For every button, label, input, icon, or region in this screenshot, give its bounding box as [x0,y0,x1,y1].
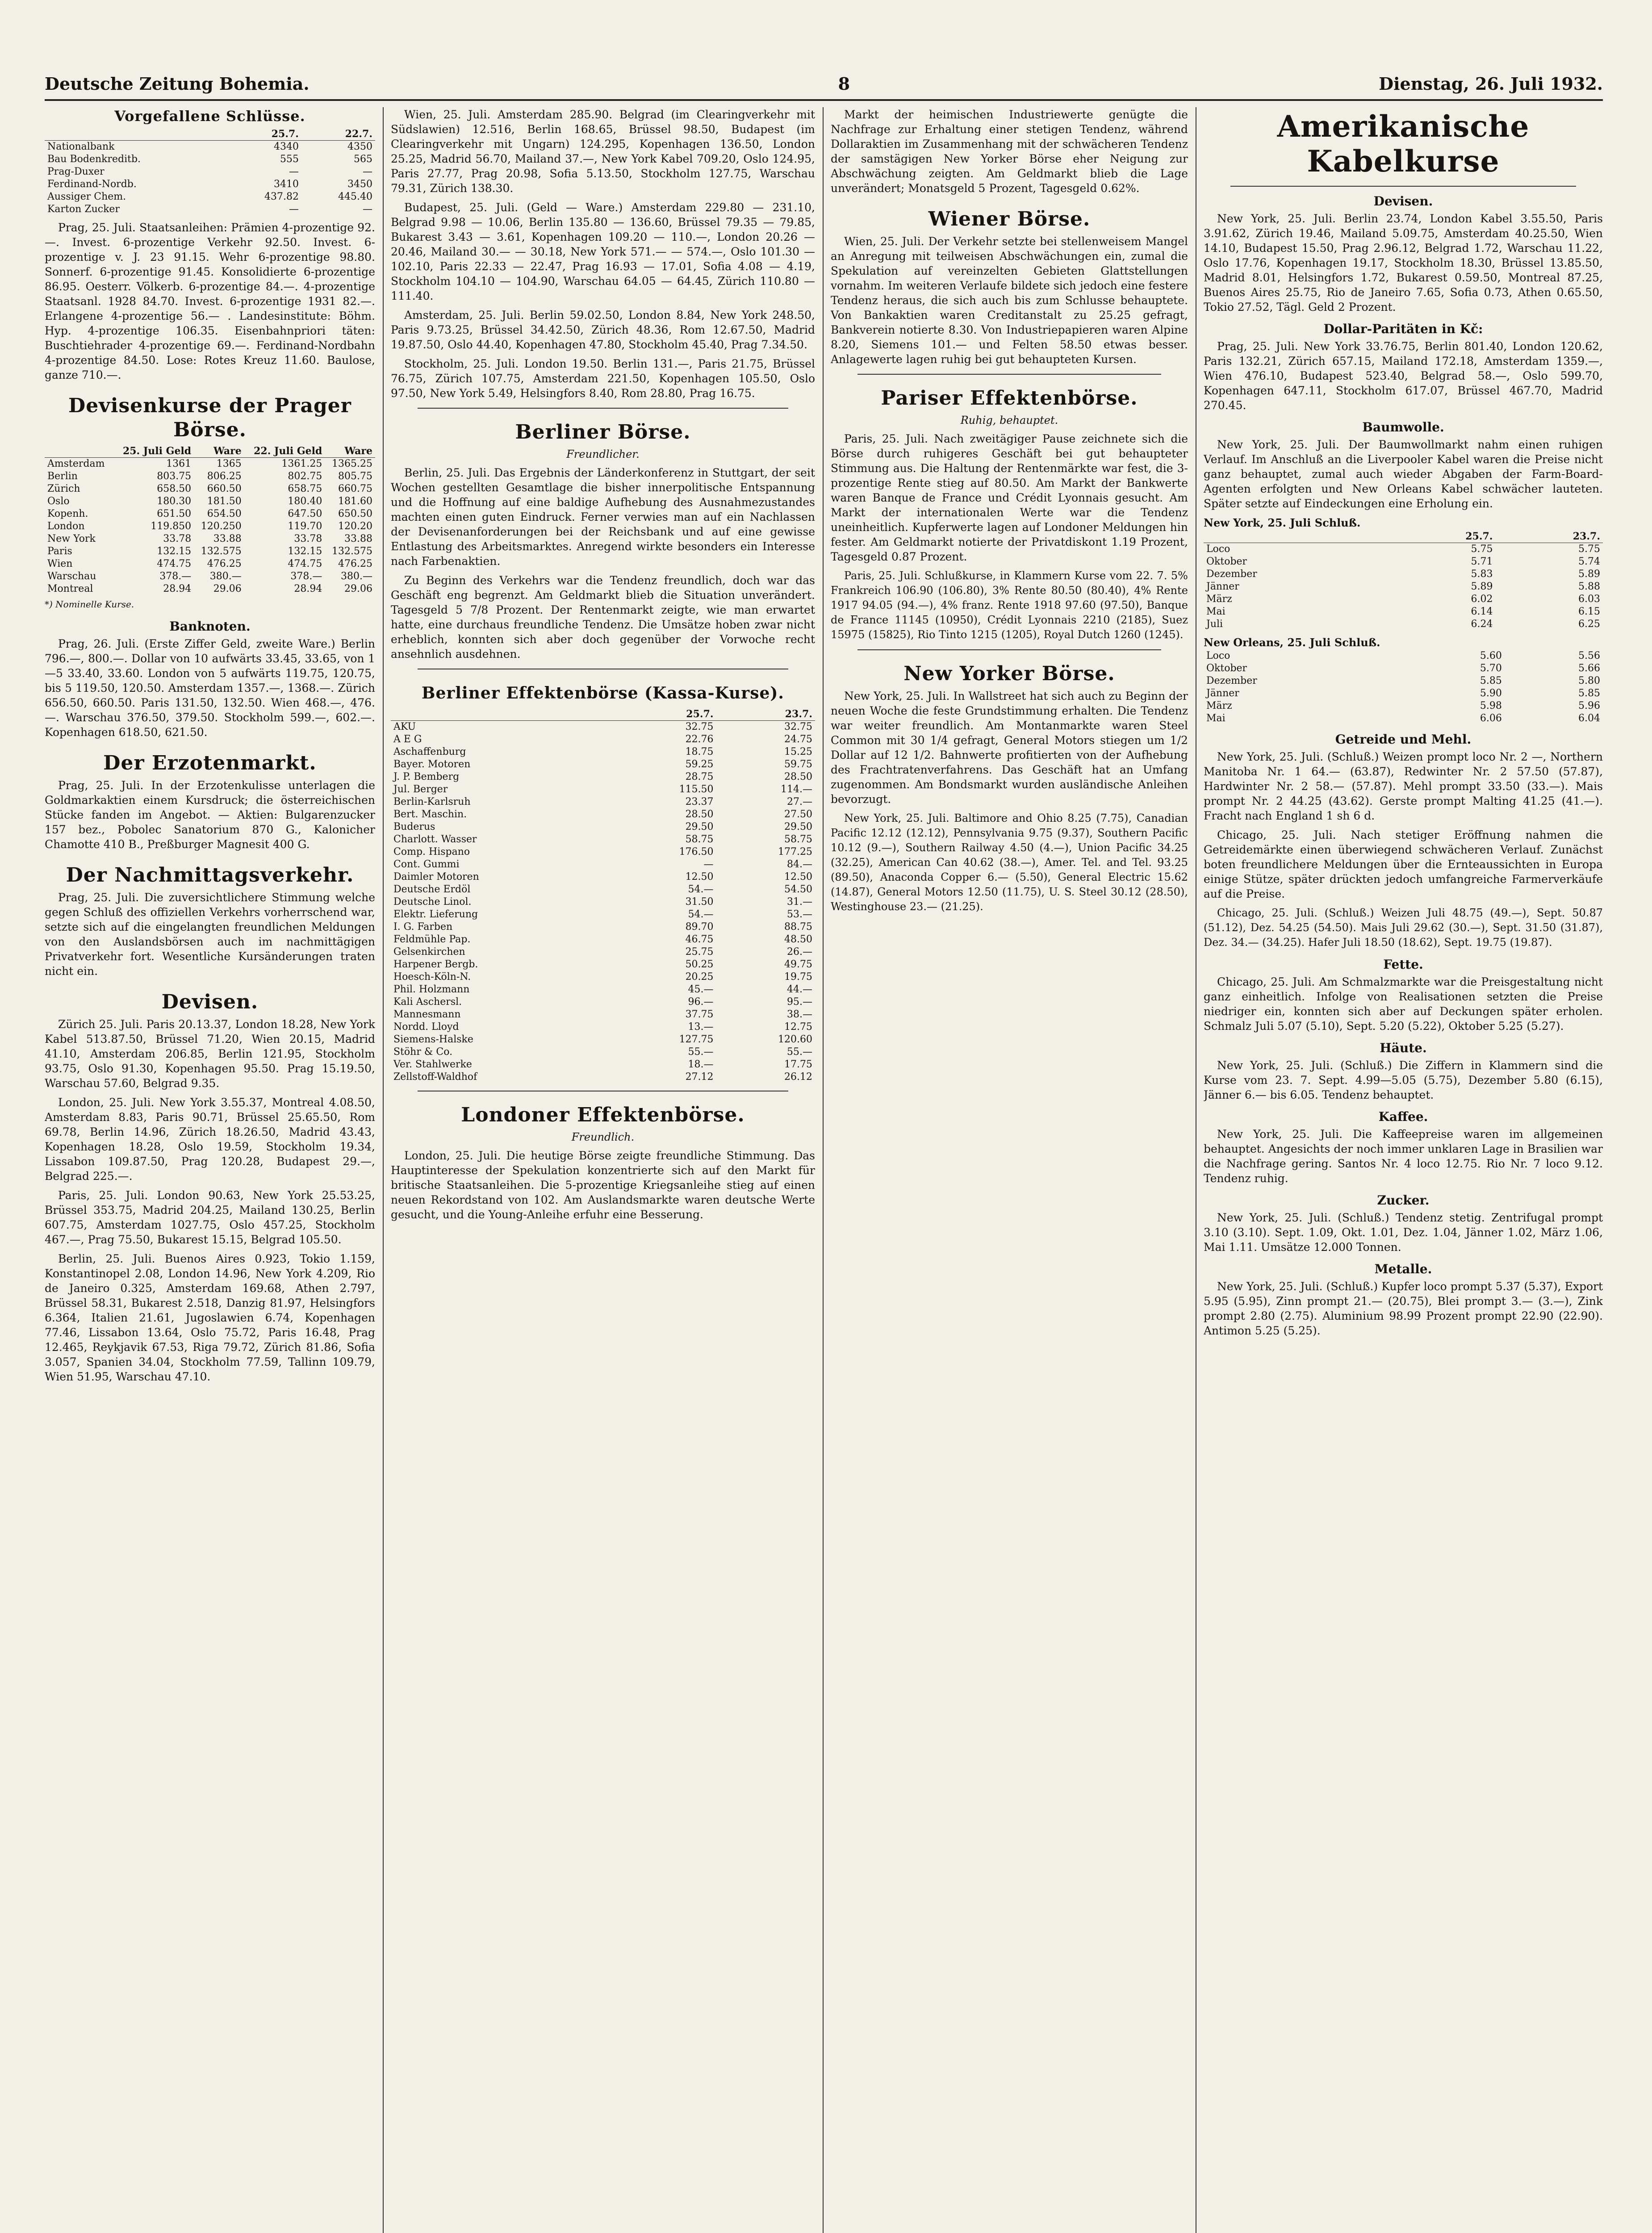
table-row: Prag-Duxer — — [47,166,372,177]
divider [1230,186,1576,187]
page-header [45,67,1603,94]
devisen-london-text: London, 25. Juli. New York 3.55.37, Montreal 4.08.50, Amsterdam 8.83, Paris 90.71, Brüssel 25.65.50, Rom 69.78, Berlin 14.96, Zürich 18.26.50, Madrid 43.43, Kopenhagen 18.28, Oslo 19.59, Stockholm 19.34, Lissabon 109.87.50, Prag 120.28, Budapest 29.—, Belgrad 225.—. [45,1096,375,1183]
amsterdam-devisen-text: Amsterdam, 25. Juli. Berlin 59.02.50, London 8.84, New York 248.50, Paris 9.73.25, Brüssel 34.42.50, Zürich 48.36, Rom 12.67.50, Madrid 19.87.50, Oslo 44.40, Kopenhagen 47.80, Stockholm 45.40, Prag 7.34.50. [391,309,815,351]
pariser-boerse-subtitle: Ruhig, behauptet. [960,414,1058,427]
fette-heading: Fette. [1383,957,1423,972]
column-1 [45,107,375,2233]
table-row: Oslo 180.30 181.50 180.40 181.60 [47,496,372,507]
kabel-devisen-text: New York, 25. Juli. Berlin 23.74, London Kabel 3.55.50, Paris 3.91.62, Zürich 19.46, Mailand 5.09.75, Amsterdam 40.25.50, Wien 14.10, Budapest 15.50, Prag 2.96.12, Belgrad 1.72, Warschau 11.22, Oslo 17.76, Kopenhagen 19.17, Stockholm 18.30, Brüssel 13.85.50, Madrid 8.01, Helsingfors 1.72, Bukarest 0.59.50, Montreal 87.25, Buenos Aires 25.75, Rio de Janeiro 7.65, Sofia 0.73, Athen 0.65.50, Tokio 27.52, Tägl. Geld 2 Prozent. [1204,212,1603,314]
table-row: Bayer. Motoren 59.25 59.75 [393,759,812,770]
table-row: Dezember 5.83 5.89 [1206,569,1600,580]
table-row: Mannesmann 37.75 38.— [393,1009,812,1020]
table-row: Amsterdam 1361 1365 1361.25 1365.25 [47,458,372,469]
table-row: Zürich 658.50 660.50 658.75 660.75 [47,483,372,494]
nachmittagsverkehr-text: Prag, 25. Juli. Die zuversichtlichere Stimmung welche gegen Schluß des offiziellen Verkehrs vorherrschend war, setzte sich auf die eingelangten freundlichen Meldungen von den Auslandsbörsen auch im nachmittägigen Privatverkehr fort. Wesentliche Kursänderungen traten nicht ein. [45,891,375,978]
table-row: New York 33.78 33.88 33.78 33.88 [47,533,372,544]
table-row: Comp. Hispano 176.50 177.25 [393,846,812,857]
kabelkurse-title: Amerikanische Kabelkurse [1277,109,1530,179]
erzotenmarkt-title: Der Erzotenmarkt. [103,752,317,774]
table-row: März 5.98 5.96 [1206,700,1600,711]
pariser-boerse-title: Pariser Effektenbörse. [881,387,1138,410]
kassa-kurse-table: 25.7. 23.7. AKU 32.75 32.75 A E G 22.76 24.75 Aschaffenburg 18.75 15.25 Bayer. Motoren 59.25 59.75 J. P. Bemberg 28.75 28.50 Jul. Berger 115.50 114.— Berlin-Karlsruh 23.37 27.— Bert. Maschin. 28.50 27.50 Buderus 29.50 29.50 Charlott. Wasser 58.75 58.75 Comp. Hispano 176.50 177.25 Cont. Gummi — 84.— Daimler Motoren 12.50 12.50 Deutsche Erdöl 54.— 54.50 Deutsche Linol. 31.50 31.— Elektr. Lieferung 54.— 53.— I. G. Farben 89.70 88.75 Feldmühle Pap. 46.75 48.50 Gelsenkirchen 25.75 26.— Harpener Bergb. 50.25 49.75 Hoesch-Köln-N. 20.25 19.75 Phil. Holzmann 45.— 44.— Kali Aschersl. 96.— 95.— Mannesmann 37.75 38.— Nordd. Lloyd 13.— 12.75 Siemens-Halske 127.75 120.60 Stöhr & Co. 55.— 55.— Ver. Stahlwerke 18.— 17.75 Zellstoff-Waldhof 27.12 26.12 [391,708,815,1083]
table-row: Kopenh. 651.50 654.50 647.50 650.50 [47,508,372,519]
table-row: Berlin 803.75 806.25 802.75 805.75 [47,471,372,482]
berliner-boerse-text-1: Berlin, 25. Juli. Das Ergebnis der Länderkonferenz in Stuttgart, der seit Wochen gestellten Gesamtlage die bisher innerpolitische Entspannung und die Hoffnung auf eine baldige Aufhebung des Ausnahmezustandes machten einen guten Eindruck. Ferner verwies man auf ein Nachlassen der Devisenanforderungen bei der Reichsbank und auf eine gewisse Entlastung des Arbeitsmarktes. Anregend wirkte besonders ein Interesse nach Farbenaktien. [391,466,815,568]
metalle-text: New York, 25. Juli. (Schluß.) Kupfer loco prompt 5.37 (5.37), Export 5.95 (5.95), Zinn prompt 21.— (20.75), Blei prompt 3.— (3.—), Zink prompt 2.80 (2.75). Aluminium 98.99 Prozent prompt 22.90 (22.90). Antimon 5.25 (5.25). [1204,1280,1603,1337]
table-row: Aschaffenburg 18.75 15.25 [393,746,812,757]
table-row: London 119.850 120.250 119.70 120.20 [47,521,372,532]
table-row: Jänner 5.89 5.88 [1206,581,1600,592]
table-row: Charlott. Wasser 58.75 58.75 [393,834,812,845]
wiener-boerse-title: Wiener Börse. [928,208,1091,230]
zucker-heading: Zucker. [1377,1193,1430,1208]
kabel-devisen-heading: Devisen. [1373,194,1433,209]
new-yorker-boerse-text: New York, 25. Juli. In Wallstreet hat sich auch zu Beginn der neuen Woche die feste Grundstimmung erhalten. Die Tendenz war weiter freundlich. Am Montanmarkte waren Steel Common mit 30 1/4 gefragt, General Motors stiegen um 1/2 Dollar auf 12 1/2. Bahnwerte profitierten von der Aufhebung des Frachtratenverfahrens. Das Geschäft hat an Umfang zugenommen. Am Bondsmarkt wurden ausländische Anleihen bevorzugt. [831,690,1188,806]
getreide-text: New York, 25. Juli. (Schluß.) Weizen prompt loco Nr. 2 —, Northern Manitoba Nr. 1 64.— (63.87), Redwinter Nr. 2 57.50 (57.87), Hardwinter Nr. 2 58.— (57.87). Mehl prompt 33.50 (33.—). Mais prompt Nr. 2 44.25 (43.62). Gerste prompt Malting 41.25 (41.—). Fracht nach England 1 sh 6 d. [1204,750,1603,822]
market-intro-text: Markt der heimischen Industriewerte genügte die Nachfrage zur Erhaltung einer stetigen Tendenz, während Dollaraktien im Zusammenhang mit der schwächeren Tendenz der samstägigen New Yorker Börse eher Neigung zur Abschwächung zeigten. Am Geldmarkt blieb die Lage unverändert; Monatsgeld 5 Prozent, Tagesgeld 0.62%. [831,108,1188,195]
devisen-zuerich-text: Zürich 25. Juli. Paris 20.13.37, London 18.28, New York Kabel 513.87.50, Brüssel 71.20, Wien 20.15, Madrid 41.10, Amsterdam 206.85, Berlin 121.95, Stockholm 93.75, Oslo 91.30, Kopenhagen 95.50. Prag 15.19.50, Warschau 57.60, Belgrad 9.35. [45,1018,375,1090]
wien-devisen-text: Wien, 25. Juli. Amsterdam 285.90. Belgrad (im Clearingverkehr mit Südslawien) 12.516, Berlin 168.65, Brüssel 98.50, Budapest (im Clearingverkehr mit Ungarn) 124.295, Kopenhagen 136.50, London 25.25, Madrid 56.70, Mailand 37.—, New York Kabel 709.20, Oslo 124.95, Paris 27.77, Prag 20.98, Sofia 5.13.50, Stockholm 127.75, Warschau 79.31, Zürich 138.30. [391,108,815,195]
column-3 [831,107,1188,2233]
devisen-prager-table: 25. Juli Geld Ware 22. Juli Geld Ware Amsterdam 1361 1365 1361.25 1365.25 Berlin 803.75 806.25 802.75 805.75 Zürich 658.50 660.50 658.75 660.75 Oslo 180.30 181.50 180.40 181.60 Kopenh. 651.50 654.50 647.50 650.50 London 119.850 120.250 119.70 120.20 New York 33.78 33.88 33.78 33.88 Paris 132.15 132.575 132.15 132.575 Wien 474.75 476.25 474.75 476.25 Warschau 378.— 380.— 378.— 380.— Montreal 28.94 29.06 28.94 29.06 [45,445,375,595]
devisen-footnote: *) Nominelle Kurse. [45,599,134,610]
kaffee-text: New York, 25. Juli. Die Kaffeepreise waren im allgemeinen behauptet. Angesichts der noch immer unklaren Lage in Brasilien war die Nachfrage gering. Santos Nr. 4 loco 12.75. Rio Nr. 7 loco 9.12. Tendenz ruhig. [1204,1128,1603,1185]
dollar-paritaeten-text: Prag, 25. Juli. New York 33.76.75, Berlin 801.40, London 120.62, Paris 132.21, Zürich 657.15, Mailand 172.18, Amsterdam 1359.—, Wien 476.10, Budapest 523.40, Belgrad 58.—, Oslo 599.70, Kopenhagen 647.11, Stockholm 617.07, Brüssel 467.70, Madrid 270.45. [1204,340,1603,412]
table-row: Aussiger Chem. 437.82 445.40 [47,191,372,202]
table-row: A E G 22.76 24.75 [393,734,812,745]
devisen-prager-title: Devisenkurse der Prager Börse. [68,394,351,441]
table-row: Karton Zucker — — [47,204,372,215]
table-row: März 6.02 6.03 [1206,594,1600,605]
schluesse-title: Vorgefallene Schlüsse. [114,108,305,125]
table-row: Jänner 5.90 5.85 [1206,688,1600,699]
baumwolle-ny-table: 25.7. 23.7. Loco 5.75 5.75 Oktober 5.71 5.74 Dezember 5.83 5.89 Jänner 5.89 5.88 März 6.02 6.03 Mai 6.14 6.15 Juli 6.24 6.25 [1204,530,1603,631]
table-row: Wien 474.75 476.25 474.75 476.25 [47,558,372,569]
getreide-heading: Getreide und Mehl. [1335,732,1472,747]
nachmittagsverkehr-title: Der Nachmittagsverkehr. [66,864,354,887]
stockholm-devisen-text: Stockholm, 25. Juli. London 19.50. Berlin 131.—, Paris 21.75, Brüssel 76.75, Zürich 107.75, Amsterdam 221.50, Kopenhagen 105.50, Oslo 97.50, New York 5.49, Helsingfors 8.40, Rom 28.80, Prag 16.75. [391,357,815,400]
londoner-boerse-title: Londoner Effektenbörse. [461,1104,745,1126]
column-4 [1204,107,1603,2233]
kaffee-heading: Kaffee. [1378,1109,1428,1124]
zucker-text: New York, 25. Juli. (Schluß.) Tendenz stetig. Zentrifugal prompt 3.10 (3.10). Sept. 1.09, Okt. 1.01, Dez. 1.04, Jänner 1.02, März 1.06, Mai 1.11. Umsätze 12.000 Tonnen. [1204,1211,1603,1254]
berliner-boerse-text-2: Zu Beginn des Verkehrs war die Tendenz freundlich, doch war das Geschäft eng begrenzt. Am Geldmarkt blieb die Situation unverändert. Tagesgeld 5 7/8 Prozent. Der Rentenmarkt zeigte, wie man erwartet hatte, eine durchaus freundliche Tendenz. Die Umsätze hoben zwar nicht erheblich, konnten sich aber doch gegenüber der Vorwoche recht ansehnlich ausdehnen. [391,574,815,661]
londoner-boerse-text: London, 25. Juli. Die heutige Börse zeigte freundliche Stimmung. Das Hauptinteresse der Spekulation konzentrierte sich auf den Markt für britische Staatsanleihen. Die 5-prozentige Kriegsanleihe stieg auf einen neuen Rekordstand von 102. Am Auslandsmarkte waren deutsche Werte gesucht, und die Young-Anleihe erfuhr eine Besserung. [391,1149,815,1221]
baumwolle-no-table [1204,650,1603,725]
devisen-paris-text: Paris, 25. Juli. London 90.63, New York 25.53.25, Brüssel 353.75, Madrid 204.25, Mailand 130.25, Berlin 607.75, Amsterdam 1027.75, Oslo 457.25, Stockholm 467.—, Prag 75.50, Bukarest 15.15, Belgrad 105.50. [45,1189,375,1246]
haeute-text: New York, 25. Juli. (Schluß.) Die Ziffern in Klammern sind die Kurse vom 23. 7. Sept. 4.99—5.05 (5.75), Dezember 5.80 (6.15), Jänner 6.— bis 6.05. Tendenz behauptet. [1204,1059,1603,1101]
table-row: Zellstoff-Waldhof 27.12 26.12 [393,1071,812,1083]
column-divider [383,107,384,2233]
newspaper-name: Deutsche Zeitung Bohemia. [45,74,309,94]
table-row: Nationalbank 4340 4350 [47,141,372,152]
table-row: Harpener Bergb. 50.25 49.75 [393,959,812,970]
table-row: Siemens-Halske 127.75 120.60 [393,1034,812,1045]
devisen-title: Devisen. [161,991,259,1013]
table-row: Dezember 5.85 5.80 [1206,675,1600,686]
table-row: Hoesch-Köln-N. 20.25 19.75 [393,971,812,983]
header-rule [45,99,1603,101]
banknoten-text: Prag, 26. Juli. (Erste Ziffer Geld, zweite Ware.) Berlin 796.—, 800.—. Dollar von 10 aufwärts 33.45, 33.65, von 1—5 33.40, 33.60. London von 5 aufwärts 119.75, 120.75, bis 5 119.50, 120.50. Amsterdam 1357.—, 1368.—. Zürich 656.50, 660.50. Paris 131.50, 132.50. Wien 468.—, 476.—. Warschau 376.50, 379.50. Stockholm 599.—, 602.—. Kopenhagen 618.50, 621.50. [45,637,375,739]
table-row: J. P. Bemberg 28.75 28.50 [393,771,812,782]
table-row: Montreal 28.94 29.06 28.94 29.06 [47,583,372,594]
table-row: Juli 6.24 6.25 [1206,619,1600,630]
table-row: Berlin-Karlsruh 23.37 27.— [393,796,812,807]
table-row: Loco 5.60 5.56 [1206,650,1600,661]
chicago-getreide-quotes: Chicago, 25. Juli. (Schluß.) Weizen Juli 48.75 (49.—), Sept. 50.87 (51.12), Dez. 54.25 (54.50). Mais Juli 29.62 (30.—), Sept. 31.50 (31.87), Dez. 34.— (34.25). Hafer Juli 18.50 (18.62), Sept. 19.75 (19.87). [1204,907,1603,949]
table-row: Bau Bodenkreditb. 555 565 [47,154,372,165]
table-row: Oktober 5.70 5.66 [1206,663,1600,674]
table-row: Warschau 378.— 380.— 378.— 380.— [47,571,372,582]
table-row: Cont. Gummi — 84.— [393,859,812,870]
table-row: Stöhr & Co. 55.— 55.— [393,1046,812,1058]
divider [857,374,1161,375]
baumwolle-no-label: New Orleans, 25. Juli Schluß. [1204,636,1380,649]
table-row: Buderus 29.50 29.50 [393,821,812,832]
table-row: Loco 5.75 5.75 [1206,544,1600,555]
column-2 [391,107,815,2233]
table-row: Ferdinand-Nordb. 3410 3450 [47,179,372,190]
haeute-heading: Häute. [1380,1041,1427,1055]
table-row: Phil. Holzmann 45.— 44.— [393,984,812,995]
prag-staatsanleihen-text: Prag, 25. Juli. Staatsanleihen: Prämien 4-prozentige 92.—. Invest. 6-prozentige Verkehr 92.50. Invest. 6-prozentige v. J. 23 91.15. Wehr 6-prozentige 98.80. Sonnerf. 6-prozentige 91.45. Konsolidierte 6-prozentige 86.95. Oesterr. Völkerb. 6-prozentige 84.—. 4-prozentige Staatsanl. 1928 84.70. Invest. 6-prozentige 1931 82.—. Erlangene 4-prozentige 56.— . Landesinstitute: Böhm. Hyp. 4-prozentige 106.35. Eisenbahnpriori täten: Buschtiehrader 4-prozentige 69.—. Ferdinand-Nordbahn 4-prozentige 84.50. Lose: Rotes Kreuz 11.60. Baulose, ganze 710.—. [45,221,375,381]
table-row: Bert. Maschin. 28.50 27.50 [393,809,812,820]
fette-text: Chicago, 25. Juli. Am Schmalzmarkte war die Preisgestaltung nicht ganz einheitlich. Infolge von Realisationen setzten die Preise niedriger ein, konnten sich aber auf Deckungen später erholen. Schmalz Juli 5.07 (5.10), Sept. 5.20 (5.22), Oktober 5.25 (5.27). [1204,975,1603,1033]
berliner-boerse-subtitle: Freundlicher. [566,448,640,460]
divider [418,408,788,409]
londoner-boerse-subtitle: Freundlich. [571,1131,635,1143]
issue-date: Dienstag, 26. Juli 1932. [1379,74,1603,94]
table-row: Gelsenkirchen 25.75 26.— [393,946,812,958]
table-row: Elektr. Lieferung 54.— 53.— [393,909,812,920]
chicago-getreide-text: Chicago, 25. Juli. Nach stetiger Eröffnung nahmen die Getreidemärkte einen überwiegend schwächeren Verlauf. Zunächst boten freundlichere Meldungen über die Ernteaussichten in Europa einige Stütze, später drückten jedoch umfangreiche Farmerverkäufe auf die Preise. [1204,828,1603,900]
table-row: Deutsche Erdöl 54.— 54.50 [393,884,812,895]
table-row: Kali Aschersl. 96.— 95.— [393,996,812,1008]
table-row: AKU 32.75 32.75 [393,721,812,732]
table-row: Daimler Motoren 12.50 12.50 [393,871,812,882]
dollar-paritaeten-heading: Dollar-Paritäten in Kč: [1323,322,1483,336]
table-row: Paris 132.15 132.575 132.15 132.575 [47,546,372,557]
baumwolle-heading: Baumwolle. [1362,420,1444,435]
devisen-berlin-text: Berlin, 25. Juli. Buenos Aires 0.923, Tokio 1.159, Konstantinopel 2.08, London 14.96, New York 4.209, Rio de Janeiro 0.325, Amsterdam 169.68, Athen 2.797, Brüssel 58.31, Bukarest 2.518, Danzig 81.97, Helsingfors 6.364, Italien 21.61, Jugoslawien 6.74, Kopenhagen 77.46, Lissabon 13.64, Oslo 75.72, Paris 16.48, Prag 12.465, Reykjavik 67.53, Riga 79.72, Zürich 81.86, Sofia 3.057, Spanien 34.04, Stockholm 77.59, Tallinn 109.79, Wien 51.95, Warschau 47.10. [45,1252,375,1383]
metalle-heading: Metalle. [1374,1262,1432,1276]
table-row: Feldmühle Pap. 46.75 48.50 [393,934,812,945]
column-divider [823,107,824,2233]
table-row: I. G. Farben 89.70 88.75 [393,921,812,933]
table-row: Ver. Stahlwerke 18.— 17.75 [393,1059,812,1070]
table-row: Mai 6.14 6.15 [1206,606,1600,617]
budapest-devisen-text: Budapest, 25. Juli. (Geld — Ware.) Amsterdam 229.80 — 231.10, Belgrad 9.98 — 10.06, Berlin 135.80 — 136.60, Brüssel 79.35 — 79.85, Bukarest 3.43 — 3.61, Kopenhagen 109.20 — 110.—, London 20.26 — 20.46, Mailand 30.— — 30.18, New York 571.— — 574.—, Oslo 101.30 — 102.10, Paris 22.33 — 22.47, Prag 16.93 — 17.01, Sofia 4.08 — 4.19, Stockholm 104.10 — 104.90, Warschau 64.05 — 64.45, Zürich 110.80 — 111.40. [391,201,815,302]
table-row: Mai 6.06 6.04 [1206,713,1600,724]
pariser-boerse-quotes: Paris, 25. Juli. Schlußkurse, in Klammern Kurse vom 22. 7. 5% Frankreich 106.90 (106.80), 3% Rente 80.50 (80.40), 4% Rente 1917 94.05 (94.—), 4% franz. Rente 1918 97.60 (97.50), Banque de France 11145 (10950), Crédit Lyonnais 2210 (2185), Suez 15975 (15825), Rio Tinto 1215 (1205), Royal Dutch 1260 (1245). [831,569,1188,641]
table-row: Deutsche Linol. 31.50 31.— [393,896,812,907]
page-number: 8 [838,74,850,94]
new-yorker-boerse-quotes: New York, 25. Juli. Baltimore and Ohio 8.25 (7.75), Canadian Pacific 12.12 (12.12), Pennsylvania 9.75 (9.37), Southern Pacific 10.12 (9.—), Southern Railway 4.50 (4.—), Union Pacific 34.25 (32.25), American Can 40.62 (38.—), Amer. Tel. and Tel. 93.25 (89.50), Anaconda Copper 6.— (5.50), General Electric 15.62 (14.87), General Motors 12.50 (11.75), U. S. Steel 30.12 (28.50), Westinghouse 23.— (21.25). [831,812,1188,913]
table-row: Jul. Berger 115.50 114.— [393,784,812,795]
divider [857,649,1161,650]
pariser-boerse-text: Paris, 25. Juli. Nach zweitägiger Pause zeichnete sich die Börse durch ruhigeres Geschäft bei gut behaupteter Stimmung aus. Die Haltung der Rentenmärkte war fest, die 3-prozentige Rente stieg auf 80.50. Am Markt der Bankwerte waren Banque de France und Crédit Lyonnais gesucht. Am Markt der internationalen Werte war die Tendenz uneinheitlich. Kupferwerte lagen auf Londoner Meldungen hin fester. Am Geldmarkt notierte der Privatdiskont 1.19 Prozent, Tagesgeld 0.87 Prozent. [831,432,1188,563]
banknoten-title: Banknoten. [169,619,251,634]
new-yorker-boerse-title: New Yorker Börse. [903,662,1115,685]
table-row: Nordd. Lloyd 13.— 12.75 [393,1021,812,1033]
table-row: Oktober 5.71 5.74 [1206,556,1600,567]
erzotenmarkt-text: Prag, 25. Juli. In der Erzotenkulisse unterlagen die Goldmarkaktien einem Kursdruck; die österreichischen Stücke fanden im Angebot. — Aktien: Bulgarenzucker 157 bez., Pobolec Sanatorium 870 G., Kalonicher Chamotte 410 B., Preßburger Magnesit 400 G. [45,779,375,851]
berliner-boerse-title: Berliner Börse. [515,421,691,443]
kassa-kurse-title: Berliner Effektenbörse (Kassa-Kurse). [422,684,784,703]
baumwolle-text: New York, 25. Juli. Der Baumwollmarkt nahm einen ruhigen Verlauf. Im Anschluß an die Liverpooler Kabel waren die Preise nicht ganz behauptet, zumal auch wieder Abgaben der Farm-Board-Agenten erfolgten und New Orleans Kabel schwächer lauteten. Später setzte auf Eindeckungen eine Erholung ein. [1204,438,1603,510]
schluesse-table: 25.7. 22.7. Nationalbank 4340 4350 Bau Bodenkreditb. 555 565 Prag-Duxer — — Ferdinand-Nordb. 3410 3450 Aussiger Chem. 437.82 445.40 Karton Zucker — — [45,128,375,216]
baumwolle-ny-label: New York, 25. Juli Schluß. [1204,516,1361,529]
wiener-boerse-text: Wien, 25. Juli. Der Verkehr setzte bei stellenweisem Mangel an Anregung mit teilweisen Abschwächungen ein, zumal die Spekulation auf vereinzelten Gebieten Glattstellungen vornahm. Im weiteren Verlaufe bildete sich jedoch eine festere Tendenz heraus, die sich auch bis zum Schlusse behauptete. Von Bankaktien waren Creditanstalt zu 25.25 gefragt, Bankverein notierte 8.30. Von Industriepapieren waren Alpine 8.20, Siemens 101.— und Felten 58.50 etwas besser. Anlagewerte lagen ruhig bei gut behaupteten Kursen. [831,235,1188,366]
